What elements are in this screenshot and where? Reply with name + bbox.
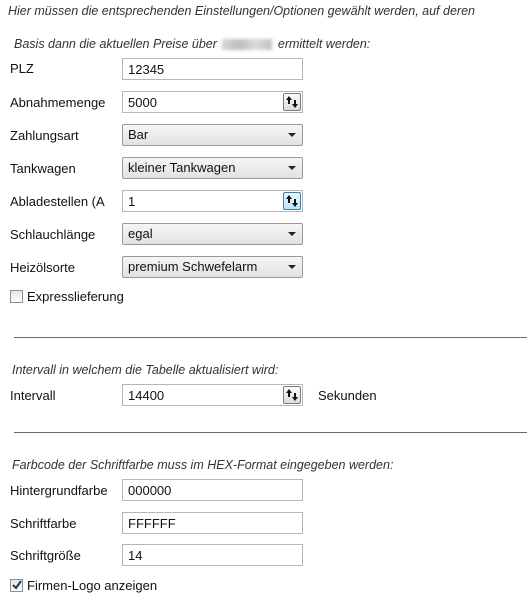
schlauchlaenge-label: Schlauchlänge: [10, 227, 96, 242]
zahlungsart-value: Bar: [128, 127, 149, 142]
spin-arrows-icon: [285, 194, 299, 208]
abnahmemenge-spinner[interactable]: [122, 91, 303, 113]
intro-line-2: [14, 37, 370, 51]
abladestellen-spin-button[interactable]: [283, 192, 301, 210]
intro-line-1: Hier müssen die entsprechenden Einstellungen/Optionen gewählt werden, auf deren: [8, 4, 475, 18]
hintergrundfarbe-label: Hintergrundfarbe: [10, 483, 108, 498]
zahlungsart-select[interactable]: [122, 124, 303, 146]
zahlungsart-label: Zahlungsart: [10, 128, 79, 143]
heizoelsorte-label: Heizölsorte: [10, 260, 76, 275]
abladestellen-input[interactable]: [123, 191, 278, 211]
plz-label: PLZ: [10, 61, 34, 76]
section-divider: [14, 432, 527, 433]
heizoelsorte-value: premium Schwefelarm: [128, 259, 258, 274]
spin-arrows-icon: [285, 95, 299, 109]
expresslieferung-checkbox[interactable]: [10, 290, 23, 303]
spin-arrows-icon: [285, 388, 299, 402]
hintergrundfarbe-input[interactable]: [122, 479, 303, 501]
heizoelsorte-select[interactable]: [122, 256, 303, 278]
firmenlogo-checkbox[interactable]: [10, 579, 23, 592]
intervall-spin-button[interactable]: [283, 386, 301, 404]
schriftgroesse-input[interactable]: [122, 544, 303, 566]
abladestellen-spinner[interactable]: [122, 190, 303, 212]
intervall-unit: Sekunden: [318, 388, 377, 403]
intervall-hint: Intervall in welchem die Tabelle aktualisiert wird:: [12, 363, 279, 377]
chevron-down-icon: [288, 133, 296, 137]
chevron-down-icon: [288, 166, 296, 170]
redacted-provider-name: [222, 39, 272, 50]
farbcode-hint: Farbcode der Schriftfarbe muss im HEX-Format eingegeben werden:: [12, 458, 394, 472]
tankwagen-select[interactable]: [122, 157, 303, 179]
schriftfarbe-label: Schriftfarbe: [10, 516, 77, 531]
intervall-input[interactable]: [123, 385, 278, 405]
chevron-down-icon: [288, 232, 296, 236]
intro-line-2-end: ermittelt werden:: [277, 37, 371, 51]
schlauchlaenge-select[interactable]: [122, 223, 303, 245]
schriftfarbe-input[interactable]: [122, 512, 303, 534]
schlauchlaenge-value: egal: [128, 226, 153, 241]
tankwagen-label: Tankwagen: [10, 161, 76, 176]
schriftgroesse-label: Schriftgröße: [10, 548, 81, 563]
abnahmemenge-input[interactable]: [123, 92, 278, 112]
expresslieferung-label: Expresslieferung: [27, 289, 124, 304]
firmenlogo-label: Firmen-Logo anzeigen: [27, 578, 158, 593]
intervall-label: Intervall: [10, 388, 56, 403]
abnahmemenge-label: Abnahmemenge: [10, 95, 106, 110]
section-divider: [14, 337, 527, 338]
intro-line-2-start: Basis dann die aktuellen Preise über: [14, 37, 217, 51]
chevron-down-icon: [288, 265, 296, 269]
abladestellen-label: Abladestellen (A: [10, 194, 105, 209]
abnahmemenge-spin-button[interactable]: [283, 93, 301, 111]
tankwagen-value: kleiner Tankwagen: [128, 160, 236, 175]
intervall-spinner[interactable]: [122, 384, 303, 406]
plz-input[interactable]: [122, 58, 303, 80]
checkmark-icon: [12, 580, 22, 590]
